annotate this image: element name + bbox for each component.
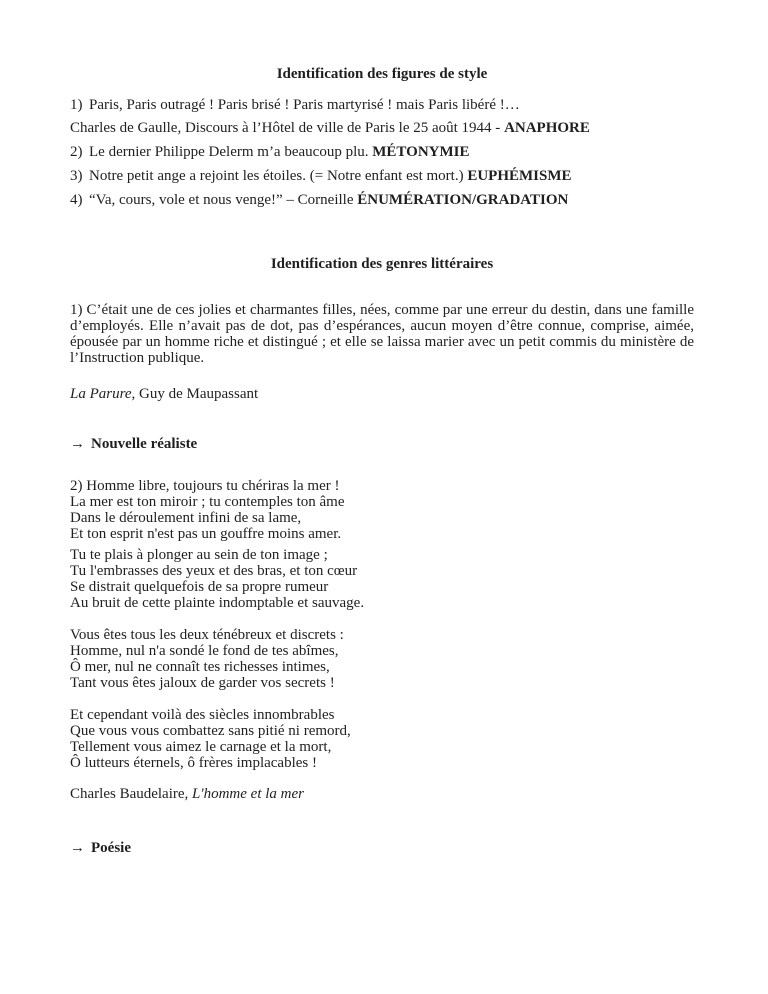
figures-item-1	[70, 97, 694, 114]
item-4-number: 4)	[70, 192, 83, 208]
figures-item-2	[70, 144, 694, 161]
poem-stanza-1	[70, 478, 694, 542]
answer-enumeration-gradation: ÉNUMÉRATION/GRADATION	[357, 192, 569, 208]
answer-metonymie: MÉTONYMIE	[372, 144, 470, 160]
figures-item-1-source	[70, 120, 694, 137]
item-4-text	[89, 192, 694, 209]
poem-stanza-4	[70, 707, 694, 771]
poem-line: Se distrait quelquefois de sa propre rumeur	[70, 579, 329, 595]
item-3-sentence: Notre petit ange a rejoint les étoiles. (= Notre enfant est mort.)	[89, 168, 468, 184]
poem-line: Homme, nul n'a sondé le fond de tes abîmes,	[70, 643, 339, 659]
excerpt-1-source-title: La Parure	[70, 386, 132, 402]
poem-line: Vous êtes tous les deux ténébreux et discrets :	[70, 627, 344, 643]
excerpt-1-paragraph: 1) C’était une de ces jolies et charmantes filles, nées, comme par une erreur du destin, dans une famille d’employés. Elle n’avait pas de dot, pas d’espérances, aucun moyen d’être connue, comprise, aimée, épousée par un homme riche et distingué ; et elle se laissa marier avec un petit commis du ministère de l’Instruction publique.	[70, 302, 694, 366]
excerpt-1-source	[70, 386, 694, 403]
poem-source-title: L'homme et la mer	[192, 786, 304, 802]
poem-line: Tellement vous aimez le carnage et la mort,	[70, 739, 332, 755]
answer-poesie: Poésie	[91, 840, 131, 856]
excerpt-2-answer	[70, 840, 694, 857]
poem-stanza-3	[70, 627, 694, 691]
item-3-number: 3)	[70, 168, 83, 184]
figures-item-3	[70, 168, 694, 185]
poem-line: La mer est ton miroir ; tu contemples ton âme	[70, 494, 345, 510]
poem-line: Tant vous êtes jaloux de garder vos secrets !	[70, 675, 335, 691]
poem-line: Tu l'embrasses des yeux et des bras, et ton cœur	[70, 563, 358, 579]
poem-line: Ô lutteurs éternels, ô frères implacables !	[70, 755, 317, 771]
poem-line: 2) Homme libre, toujours tu chériras la mer !	[70, 478, 340, 494]
poem-source-author: Charles Baudelaire,	[70, 786, 193, 802]
genres-section-title: Identification des genres littéraires	[270, 256, 494, 272]
excerpt-1-source-author: , Guy de Maupassant	[131, 386, 259, 402]
poem-line: Dans le déroulement infini de sa lame,	[70, 510, 302, 526]
item-1-text: Paris, Paris outragé ! Paris brisé ! Paris martyrisé ! mais Paris libéré !…	[89, 97, 520, 113]
item-4-sentence: “Va, cours, vole et nous venge!” – Corneille	[89, 192, 358, 208]
poem-line: Et ton esprit n'est pas un gouffre moins amer.	[70, 526, 342, 542]
poem-line: Et cependant voilà des siècles innombrables	[70, 707, 335, 723]
item-3-text	[89, 168, 694, 185]
answer-nouvelle-realiste: Nouvelle réaliste	[91, 436, 198, 452]
answer-anaphore: ANAPHORE	[504, 120, 590, 136]
poem-line: Au bruit de cette plainte indomptable et sauvage.	[70, 595, 365, 611]
poem-line: Tu te plais à plonger au sein de ton image ;	[70, 547, 328, 563]
item-1-number: 1)	[70, 97, 83, 113]
right-arrow-icon: →	[70, 840, 85, 856]
item-2-text	[89, 144, 694, 161]
item-1-source-text: Charles de Gaulle, Discours à l’Hôtel de ville de Paris le 25 août 1944 -	[70, 120, 505, 136]
poem-stanza-2	[70, 547, 694, 611]
right-arrow-icon: →	[70, 436, 85, 452]
poem-line: Ô mer, nul ne connaît tes richesses intimes,	[70, 659, 330, 675]
poem-line: Que vous vous combattez sans pitié ni remord,	[70, 723, 351, 739]
item-2-number: 2)	[70, 144, 83, 160]
item-2-sentence: Le dernier Philippe Delerm m’a beaucoup plu.	[89, 144, 373, 160]
figures-item-4	[70, 192, 694, 209]
answer-euphemisme: EUPHÉMISME	[467, 168, 572, 184]
figures-section-title: Identification des figures de style	[276, 66, 488, 82]
excerpt-1-answer	[70, 436, 694, 453]
poem-source	[70, 786, 694, 803]
